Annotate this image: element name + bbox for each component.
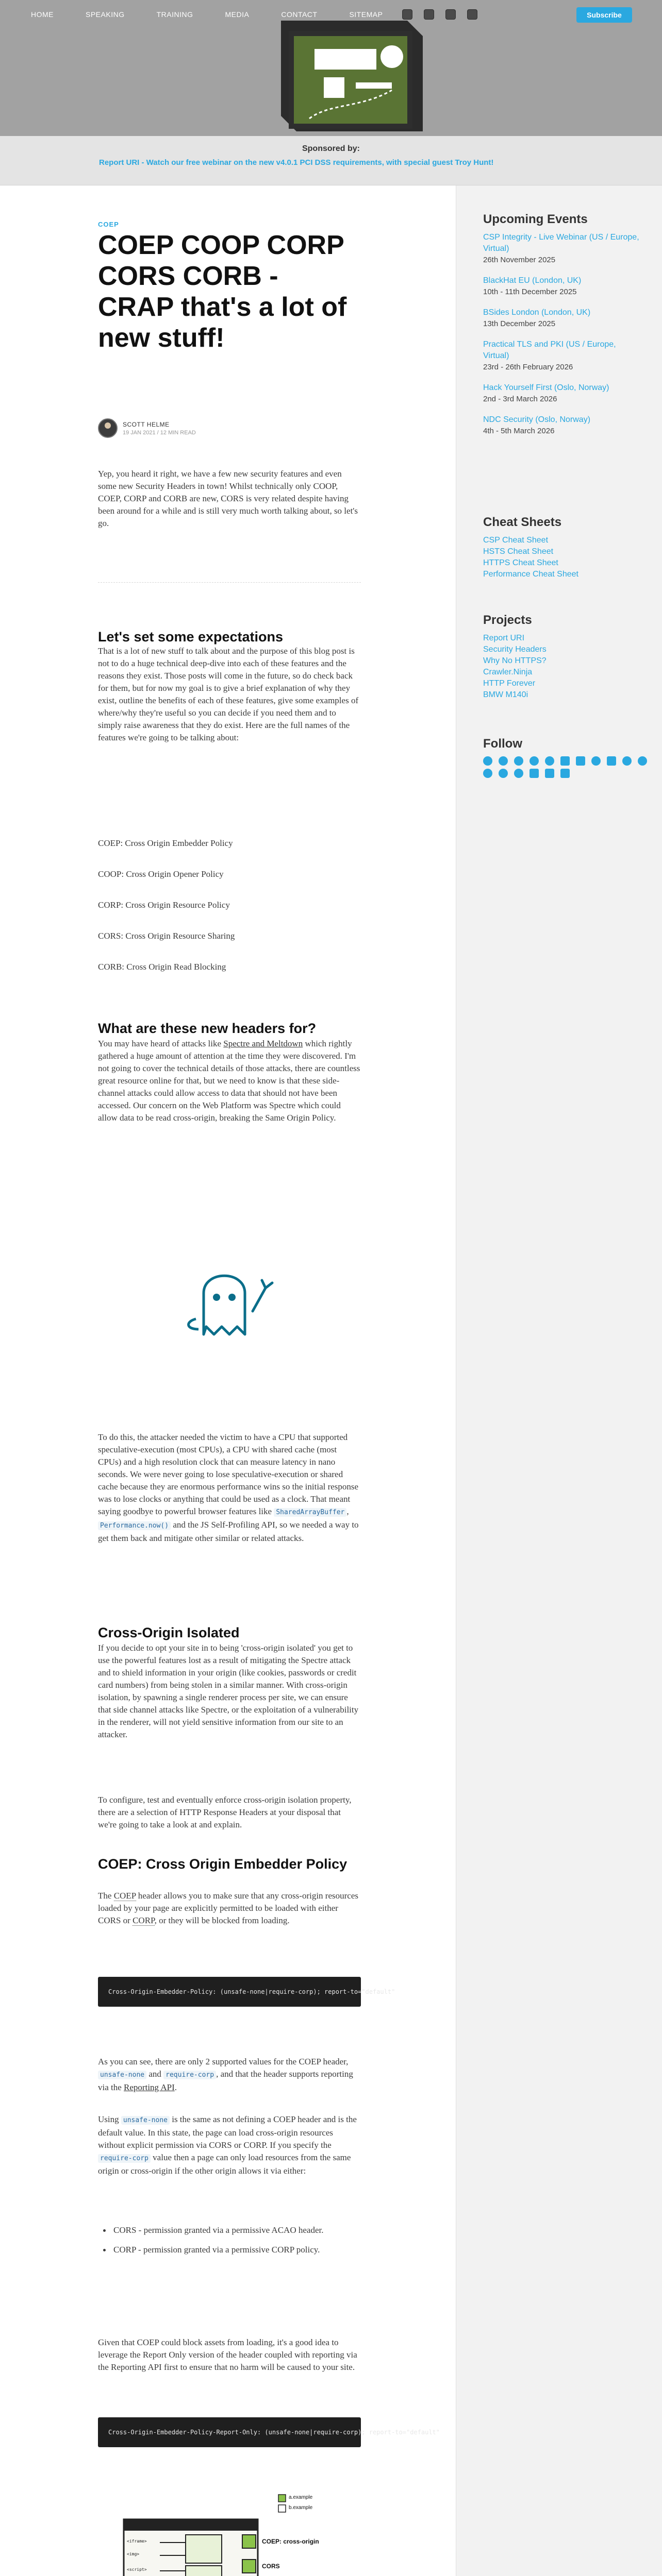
event-link[interactable]: NDC Security (Oslo, Norway)	[483, 415, 591, 424]
spectre-link[interactable]: Spectre and Meltdown	[223, 1039, 303, 1048]
feature-coop: COOP: Cross Origin Opener Policy	[98, 869, 224, 879]
feature-cors: CORS: Cross Origin Resource Sharing	[98, 931, 235, 941]
coep-permission-list	[98, 2224, 361, 2263]
diagram-row-cors: CORS	[262, 2563, 280, 2570]
cheat-sheet-link[interactable]: CSP Cheat Sheet	[483, 536, 549, 545]
event-date: 13th December 2025	[483, 319, 556, 328]
feature-corp: CORP: Cross Origin Resource Policy	[98, 900, 230, 910]
rss-icon[interactable]	[560, 769, 570, 778]
project-link[interactable]: Why No HTTPS?	[483, 656, 547, 665]
event-item	[483, 275, 643, 298]
youtube-icon[interactable]	[576, 756, 585, 766]
event-date: 26th November 2025	[483, 256, 556, 264]
event-link[interactable]: BSides London (London, UK)	[483, 308, 591, 317]
twitter-icon[interactable]	[424, 9, 434, 20]
nav-training[interactable]: TRAINING	[156, 10, 193, 19]
event-date: 4th - 5th March 2026	[483, 427, 555, 435]
keybase-icon[interactable]	[499, 769, 508, 778]
intro-paragraph: Yep, you heard it right, we have a few new security features and even some new Security Headers in town! Whilst technically only COOP, COEP, CORP and CORB are new, CORS is very related despite having been around for a while and is still very much worth talking about, so let's go.	[98, 469, 358, 528]
isolated-paragraph-1: If you decide to opt your site in to being 'cross-origin isolated' you get to use the powerful features lost as a result of mitigating the Spectre attack and to shield information in your origin (like cookies, passwords or credit card numbers) from being stolen in a similar manner. With cross-origin isolation, by spawning a single renderer process per site, we can ensure that side channel attacks like Spectre, or the exploitation of a vulnerability in the renderer, will not yield sensitive information from our site to an attacker.	[98, 1643, 359, 1739]
nav-social-icons	[402, 9, 477, 20]
list-item: CORP - permission granted via a permissive CORP policy.	[98, 2244, 361, 2256]
diagram-row-coep: COEP: cross-origin	[262, 2538, 319, 2545]
mastodon-icon[interactable]	[514, 756, 523, 766]
github-icon[interactable]	[402, 9, 412, 20]
isolated-heading: Cross-Origin Isolated	[98, 1625, 240, 1640]
feature-corb: CORB: Cross Origin Read Blocking	[98, 962, 226, 972]
coep-paragraph-1: The COEP header allows you to make sure that any cross-origin resources loaded by your page are explicitly permitted to be loaded with either CORS or CORP, or they will be blocked from loading.	[98, 1891, 358, 1925]
meta-separator: /	[157, 429, 160, 436]
legend-a: a.example	[289, 2495, 313, 2500]
instagram-icon[interactable]	[591, 756, 601, 766]
projects-section	[483, 613, 643, 701]
linkedin-icon[interactable]	[560, 756, 570, 766]
coep-diagram	[119, 2494, 361, 2576]
coep-diagram-art	[119, 2494, 361, 2576]
project-link[interactable]: HTTP Forever	[483, 679, 536, 688]
sponsor-title: Sponsored by:	[302, 144, 360, 153]
follow-section	[483, 737, 643, 778]
nav-sitemap[interactable]: SITEMAP	[349, 10, 383, 19]
cheat-sheets-section	[483, 515, 643, 580]
event-link[interactable]: BlackHat EU (London, UK)	[483, 276, 582, 285]
subscribe-button[interactable]: Subscribe	[576, 7, 632, 23]
author-name[interactable]: SCOTT HELME	[123, 420, 170, 428]
projects-heading: Projects	[483, 613, 532, 627]
rss-icon[interactable]	[467, 9, 477, 20]
events-section	[483, 212, 643, 446]
nav-contact[interactable]: CONTACT	[281, 10, 318, 19]
coep-paragraph-2: As you can see, there are only 2 supported values for the COEP header, unsafe-none and require-corp , and that the header supports reporting via the Reporting API.	[98, 2057, 353, 2092]
spectre-ghost-icon	[175, 1257, 284, 1345]
facebook-icon[interactable]	[607, 756, 616, 766]
author-avatar[interactable]	[98, 418, 118, 438]
event-date: 2nd - 3rd March 2026	[483, 395, 557, 403]
coep-report-only-code-block[interactable]: Cross-Origin-Embedder-Policy-Report-Only: (unsafe-none|require-corp); report-to="default"	[98, 2417, 361, 2447]
nav-speaking[interactable]: SPEAKING	[86, 10, 125, 19]
event-item	[483, 307, 643, 330]
article-title: COEP COOP CORP CORS CORB - CRAP that's a lot of new stuff!	[98, 230, 347, 353]
legend-b: b.example	[289, 2505, 313, 2511]
list-item: CORS - permission granted via a permissive ACAO header.	[98, 2224, 361, 2236]
event-link[interactable]: Practical TLS and PKI (US / Europe, Virtual)	[483, 340, 616, 360]
events-heading: Upcoming Events	[483, 212, 588, 226]
slack-icon[interactable]	[483, 769, 492, 778]
event-date: 10th - 11th December 2025	[483, 287, 577, 296]
expectations-paragraph: That is a lot of new stuff to talk about and the purpose of this blog post is not to do a huge technical deep-dive into each of these features and the reasons they exist. Those posts will come in the future, so do check back for them, but for now my goal is to give a brief explanation of why they exist, outline the benefits of each of these features, give some examples of where/why they're useful so you can decide if you need them and to simply raise awareness that they do exist. Here are the full names of the features we're going to be talking about:	[98, 646, 359, 742]
nav-media[interactable]: MEDIA	[225, 10, 250, 19]
diagram-label-script: <script>	[127, 2567, 147, 2572]
diagram-label-iframe: <iframe>	[127, 2539, 147, 2544]
author-meta	[123, 430, 196, 436]
bluesky-icon[interactable]	[529, 756, 539, 766]
reporting-api-link[interactable]: Reporting API	[124, 2082, 175, 2092]
code-performance-now: Performance.now()	[98, 1521, 171, 1530]
cheat-sheet-link[interactable]: HTTPS Cheat Sheet	[483, 558, 558, 567]
coep-paragraph-3: Using unsafe-none is the same as not defining a COEP header and is the default value. In this state, the page can load cross-origin resources without explicit permission via CORS or CORP. If you specify the require-corp value then a page can only load resources from the same origin or cross-origin if the other origin allows it via either:	[98, 2114, 357, 2176]
pinterest-icon[interactable]	[529, 769, 539, 778]
article-tag[interactable]: COEP	[98, 221, 119, 228]
twitter-icon[interactable]	[499, 756, 508, 766]
coep-code-block[interactable]: Cross-Origin-Embedder-Policy: (unsafe-none|require-corp); report-to="default"	[98, 1977, 361, 2007]
follow-heading: Follow	[483, 737, 522, 751]
top-nav	[0, 0, 662, 29]
project-link[interactable]: Report URI	[483, 634, 525, 642]
sidebar	[456, 185, 662, 2576]
cheat-sheets-heading: Cheat Sheets	[483, 515, 562, 529]
author-byline	[98, 418, 196, 438]
event-item	[483, 339, 643, 373]
event-date: 23rd - 26th February 2026	[483, 363, 573, 371]
why-heading: What are these new headers for?	[98, 1021, 317, 1036]
why-paragraph-1: You may have heard of attacks like Spectre and Meltdown which rightly gathered a huge amount of attention at the time they were discovered. I'm not going to cover the technical details of those attacks, there are countless great resource online for that, but we need to know is that these side-channel attacks could allow access to data that should not have been accessed. Our concern on the Web Platform was Spectre which could allow data to be read cross-origin, breaking the Same Origin Policy.	[98, 1039, 360, 1123]
event-item	[483, 382, 643, 405]
feature-coep: COEP: Cross Origin Embedder Policy	[98, 838, 233, 848]
why-paragraph-2: To do this, the attacker needed the victim to have a CPU that supported speculative-execution (most CPUs), a CPU with shared cache (most CPUs) and a high resolution clock that can measure latency in nano seconds. We were never going to lose speculative-execution or shared cache because they are enormous performance wins so the initial response was to lose clocks or anything that could be used as a clock. That meant saying goodbye to powerful browser features like SharedArrayBuffer , Performance.now() and the JS Self-Profiling API, so we needed a way to get them back and mitigate other similar or related attacks.	[98, 1432, 359, 1543]
event-link[interactable]: CSP Integrity - Live Webinar (US / Europe, Virtual)	[483, 233, 639, 253]
follow-icons	[483, 756, 643, 778]
sponsor-link[interactable]: Report URI - Watch our free webinar on the new v4.0.1 PCI DSS requirements, with special guest Troy Hunt!	[99, 158, 494, 167]
post-date: 19 JAN 2021	[123, 429, 156, 436]
divider	[98, 582, 361, 583]
cheat-sheet-link[interactable]: HSTS Cheat Sheet	[483, 547, 554, 556]
project-link[interactable]: Crawler.Ninja	[483, 668, 533, 676]
event-item	[483, 414, 643, 437]
project-link[interactable]: Security Headers	[483, 645, 547, 654]
twitch-icon[interactable]	[545, 769, 554, 778]
isolated-paragraph-2: To configure, test and eventually enforce cross-origin isolation property, there are a selection of HTTP Response Headers at your disposal that we're going to take a look at and explain.	[98, 1795, 352, 1829]
threads-icon[interactable]	[545, 756, 554, 766]
expectations-heading: Let's set some expectations	[98, 629, 284, 645]
hero-banner	[0, 0, 662, 136]
sponsor-bar	[0, 136, 662, 185]
linkedin-icon[interactable]	[445, 9, 456, 20]
cheat-sheet-link[interactable]: Performance Cheat Sheet	[483, 570, 578, 579]
coep-paragraph-4: Given that COEP could block assets from loading, it's a good idea to leverage the Report Only version of the header coupled with reporting via the Reporting API first to ensure that no harm will be caused to your site.	[98, 2337, 357, 2372]
nav-home[interactable]: HOME	[31, 10, 54, 19]
diagram-label-img: <img>	[127, 2552, 140, 2556]
project-link[interactable]: BMW M140i	[483, 690, 528, 699]
coep-heading: COEP: Cross Origin Embedder Policy	[98, 1856, 347, 1872]
reddit-icon[interactable]	[622, 756, 632, 766]
github-icon[interactable]	[483, 756, 492, 766]
read-time: 12 MIN READ	[160, 429, 196, 436]
event-link[interactable]: Hack Yourself First (Oslo, Norway)	[483, 383, 609, 392]
code-sharedarraybuffer: SharedArrayBuffer	[274, 1508, 346, 1517]
event-item	[483, 232, 643, 266]
medium-icon[interactable]	[514, 769, 523, 778]
discord-icon[interactable]	[638, 756, 647, 766]
